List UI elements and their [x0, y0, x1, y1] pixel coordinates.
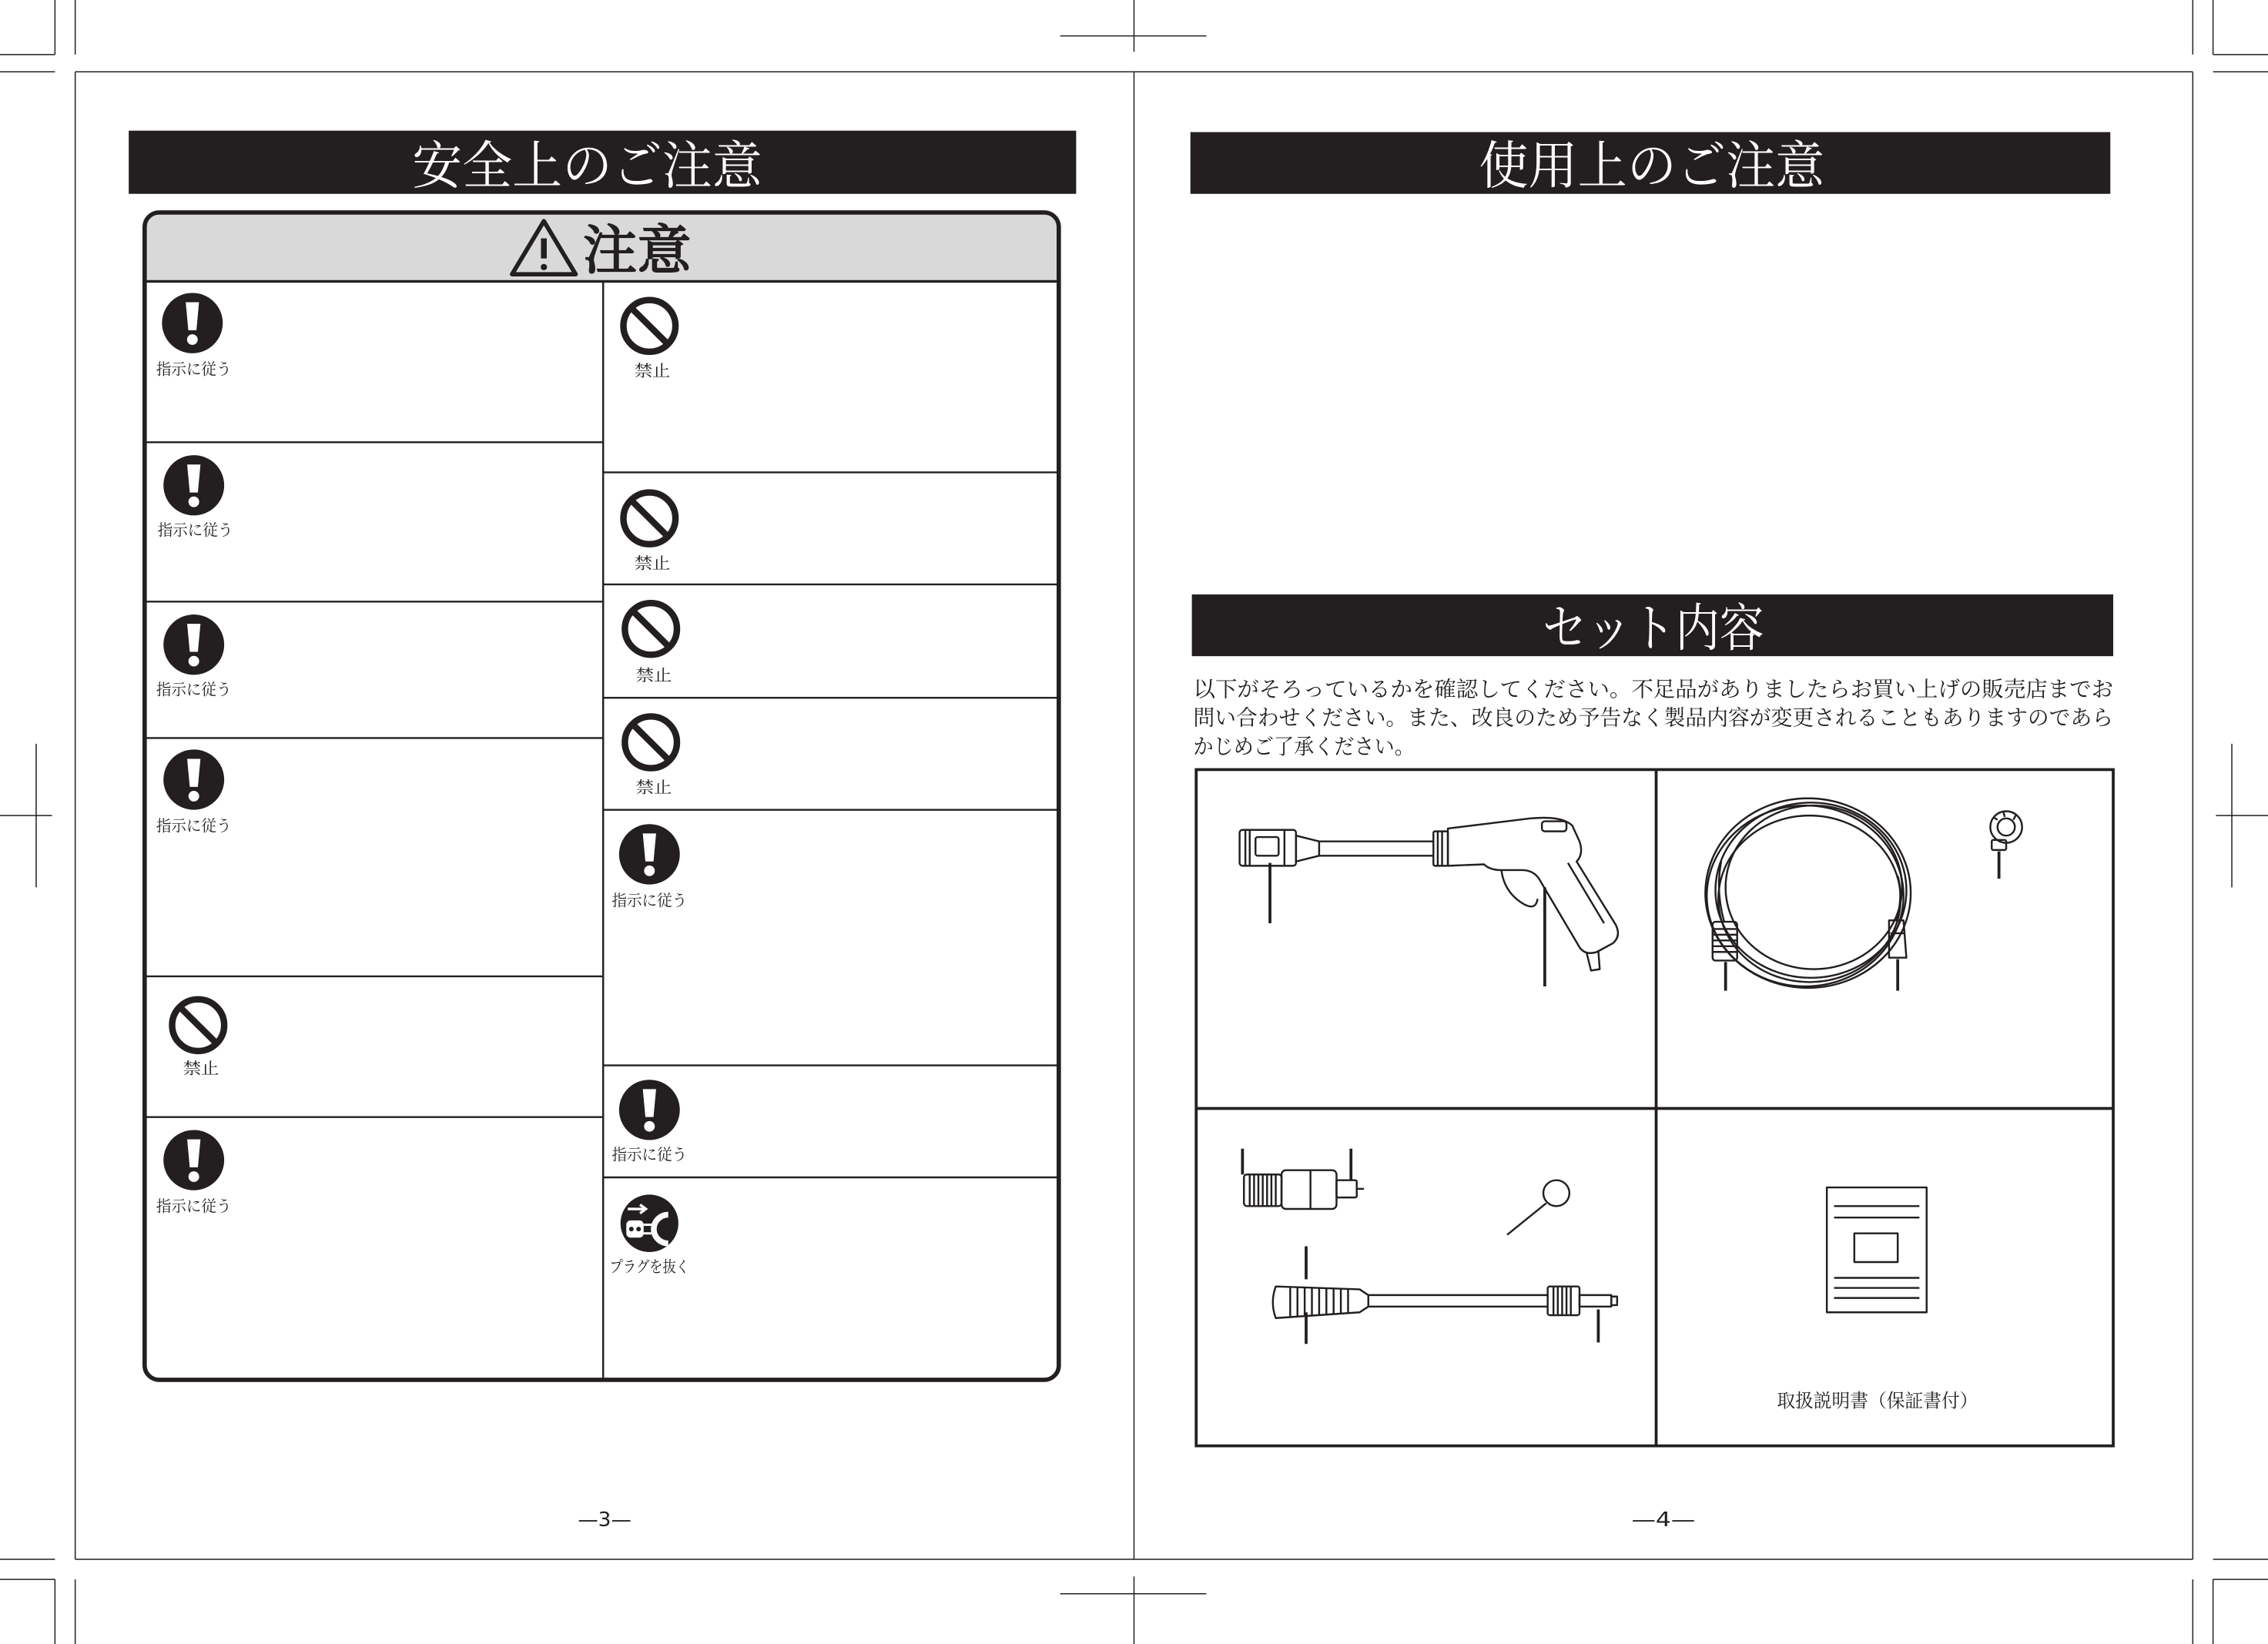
icon-label: 指示に従う	[156, 816, 232, 835]
prohibited-icon	[623, 493, 675, 544]
caution-heading: 注意	[582, 219, 692, 282]
right-page	[1191, 132, 2113, 1532]
caution-row	[156, 749, 232, 835]
intro-line: かじめご了承ください。	[1193, 734, 1415, 759]
set-contents-intro	[1194, 676, 2114, 758]
mandatory-action-icon	[163, 455, 224, 515]
mandatory-action-icon	[163, 1130, 224, 1190]
caution-row	[156, 614, 232, 698]
icon-label: 禁止	[183, 1059, 219, 1078]
icon-label: 禁止	[635, 665, 672, 685]
page-number: —3—	[578, 1508, 631, 1532]
prohibited-icon	[625, 603, 677, 655]
set-contents-title: セット内容	[1543, 598, 1764, 659]
set-contents-grid	[1196, 769, 2113, 1445]
intro-line: 問い合わせください。また、改良のため予告なく製品内容が変更されることもありますのであら	[1193, 705, 2114, 731]
caution-row	[623, 300, 675, 380]
icon-label: 指示に従う	[157, 521, 233, 540]
manual-caption: 取扱説明書（保証書付）	[1777, 1389, 1978, 1412]
intro-line: 以下がそろっているかを確認してください。不足品がありましたらお買い上げの販売店までお	[1193, 676, 2114, 702]
mandatory-action-icon	[619, 1080, 680, 1140]
spray-gun-icon	[1240, 818, 1618, 986]
caution-row	[156, 293, 232, 378]
icon-label: 指示に従う	[611, 891, 688, 910]
right-column-dividers	[603, 472, 1057, 1177]
icon-label: 指示に従う	[156, 1197, 232, 1216]
left-page	[129, 131, 1076, 1532]
caution-row	[611, 1080, 687, 1164]
icon-label: 指示に従う	[156, 680, 232, 699]
caution-box	[145, 213, 1059, 1380]
prohibited-icon	[173, 999, 225, 1051]
caution-row	[173, 999, 225, 1078]
icon-label: 禁止	[635, 778, 672, 797]
icon-label: 指示に従う	[156, 360, 232, 379]
caution-row	[158, 455, 233, 539]
manual-icon	[1827, 1187, 1927, 1312]
caution-row	[625, 603, 677, 685]
icon-label: 指示に従う	[611, 1145, 688, 1164]
coiled-hose-icon	[1705, 799, 1911, 991]
prohibited-icon	[623, 300, 675, 352]
nozzle-and-lance-icon	[1242, 1149, 1616, 1344]
icon-label: 禁止	[634, 554, 671, 573]
caution-row	[623, 493, 675, 573]
caution-row	[625, 716, 677, 796]
page-frame	[75, 72, 2193, 1559]
mandatory-action-icon	[162, 293, 223, 353]
caution-row	[610, 1194, 689, 1276]
unplug-icon	[621, 1194, 678, 1252]
caution-row	[611, 824, 687, 909]
prohibited-icon	[625, 716, 677, 768]
icon-label: 禁止	[634, 361, 671, 380]
mandatory-action-icon	[619, 824, 680, 884]
nozzle-cap-icon	[1990, 812, 2022, 879]
caution-row	[156, 1130, 232, 1215]
icon-label: プラグを抜く	[609, 1257, 689, 1277]
mandatory-action-icon	[163, 614, 224, 675]
safety-title: 安全上のご注意	[412, 135, 762, 196]
page-number: —4—	[1631, 1508, 1696, 1532]
mandatory-action-icon	[163, 749, 224, 809]
usage-notes-title: 使用上のご注意	[1479, 135, 1825, 196]
